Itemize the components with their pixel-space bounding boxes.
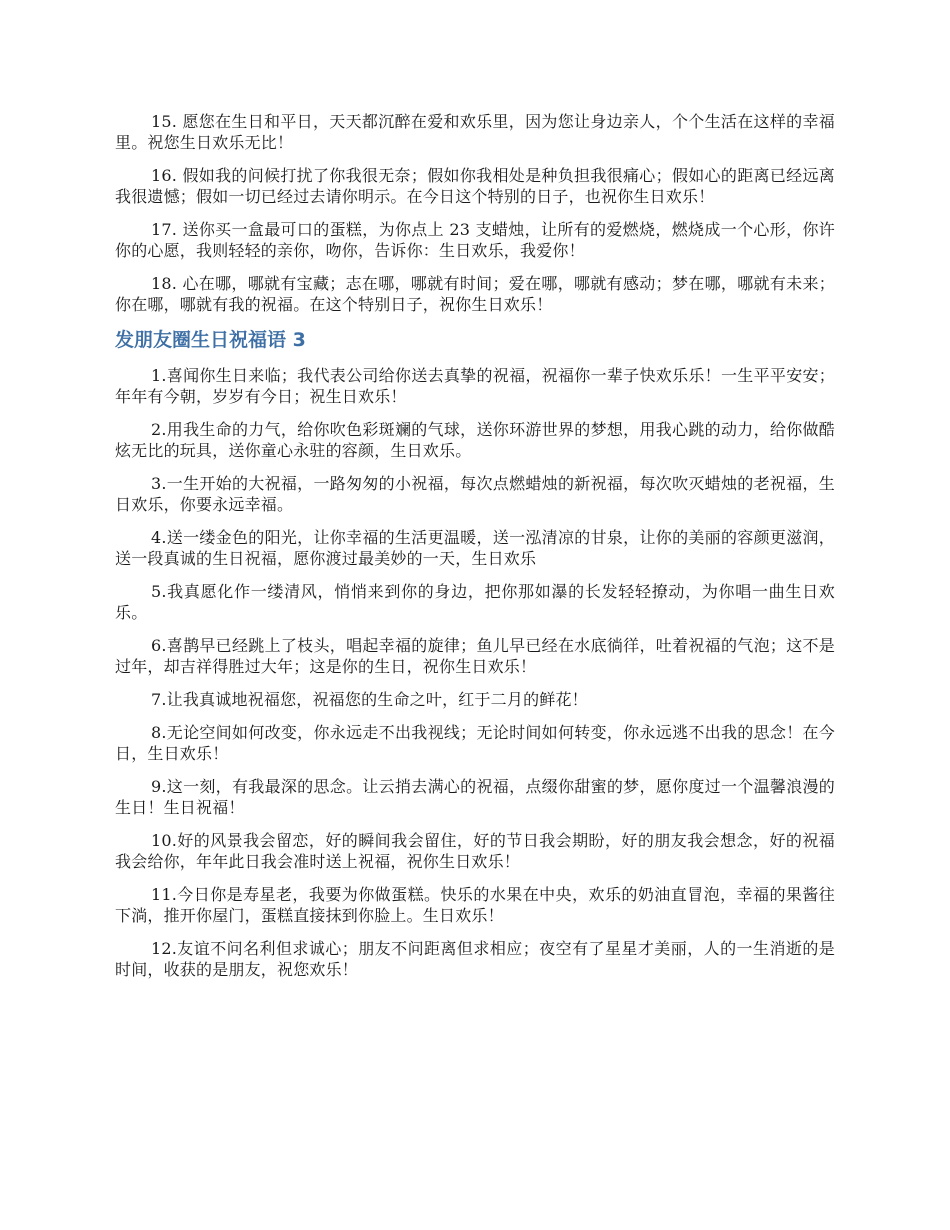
wish-paragraph-8: 8.无论空间如何改变，你永远走不出我视线；无论时间如何转变，你永远逃不出我的思念！在今日，生日欢乐！: [115, 723, 835, 763]
wish-paragraph-3: 3.一生开始的大祝福，一路匆匆的小祝福，每次点燃蜡烛的新祝福，每次吹灭蜡烛的老祝福，生日欢乐，你要永远幸福。: [115, 474, 835, 514]
wish-paragraph-11: 11.今日你是寿星老，我要为你做蛋糕。快乐的水果在中央，欢乐的奶油直冒泡，幸福的果酱往下淌，推开你屋门，蛋糕直接抹到你脸上。生日欢乐！: [115, 885, 835, 925]
section-heading: 发朋友圈生日祝福语 3: [115, 329, 306, 351]
paragraph-16: 16. 假如我的问候打扰了你我很无奈；假如你我相处是种负担我很痛心；假如心的距离已经远离我很遗憾；假如一切已经过去请你明示。在今日这个特别的日子，也祝你生日欢乐！: [115, 166, 835, 206]
paragraph-18: 18. 心在哪，哪就有宝藏；志在哪，哪就有时间；爱在哪，哪就有感动；梦在哪，哪就有未来；你在哪，哪就有我的祝福。在这个特别日子，祝你生日欢乐！: [115, 274, 835, 314]
paragraph-17: 17. 送你买一盒最可口的蛋糕，为你点上 23 支蜡烛，让所有的爱燃烧，燃烧成一个心形，你许你的心愿，我则轻轻的亲你，吻你，告诉你：生日欢乐，我爱你！: [115, 220, 835, 260]
wish-paragraph-10: 10.好的风景我会留恋，好的瞬间我会留住，好的节日我会期盼，好的朋友我会想念，好的祝福我会给你，年年此日我会准时送上祝福，祝你生日欢乐！: [115, 831, 835, 871]
wish-paragraph-2: 2.用我生命的力气，给你吹色彩斑斓的气球，送你环游世界的梦想，用我心跳的动力，给你做酷炫无比的玩具，送你童心永驻的容颜，生日欢乐。: [115, 420, 835, 460]
document-content: [115, 111, 835, 992]
wish-paragraph-5: 5.我真愿化作一缕清风，悄悄来到你的身边，把你那如瀑的长发轻轻撩动，为你唱一曲生日欢乐。: [115, 582, 835, 622]
wish-paragraph-1: 1.喜闻你生日来临；我代表公司给你送去真挚的祝福，祝福你一辈子快欢乐乐！一生平平安安；年年有今朝，岁岁有今日；祝生日欢乐！: [115, 366, 835, 406]
wish-paragraph-6: 6.喜鹊早已经跳上了枝头，唱起幸福的旋律；鱼儿早已经在水底徜徉，吐着祝福的气泡；这不是过年，却吉祥得胜过大年；这是你的生日，祝你生日欢乐！: [115, 636, 835, 676]
paragraph-15: 15. 愿您在生日和平日，天天都沉醉在爱和欢乐里，因为您让身边亲人，个个生活在这样的幸福里。祝您生日欢乐无比！: [115, 112, 835, 152]
wish-paragraph-12: 12.友谊不问名利但求诚心；朋友不问距离但求相应；夜空有了星星才美丽，人的一生消逝的是时间，收获的是朋友，祝您欢乐！: [115, 939, 835, 979]
wish-paragraph-9: 9.这一刻，有我最深的思念。让云捎去满心的祝福，点缀你甜蜜的梦，愿你度过一个温馨浪漫的生日！生日祝福！: [115, 777, 835, 817]
wish-paragraph-4: 4.送一缕金色的阳光，让你幸福的生活更温暖，送一泓清凉的甘泉，让你的美丽的容颜更滋润，送一段真诚的生日祝福，愿你渡过最美妙的一天，生日欢乐: [115, 528, 835, 568]
wish-paragraph-7: 7.让我真诚地祝福您，祝福您的生命之叶，红于二月的鲜花！: [151, 690, 588, 709]
